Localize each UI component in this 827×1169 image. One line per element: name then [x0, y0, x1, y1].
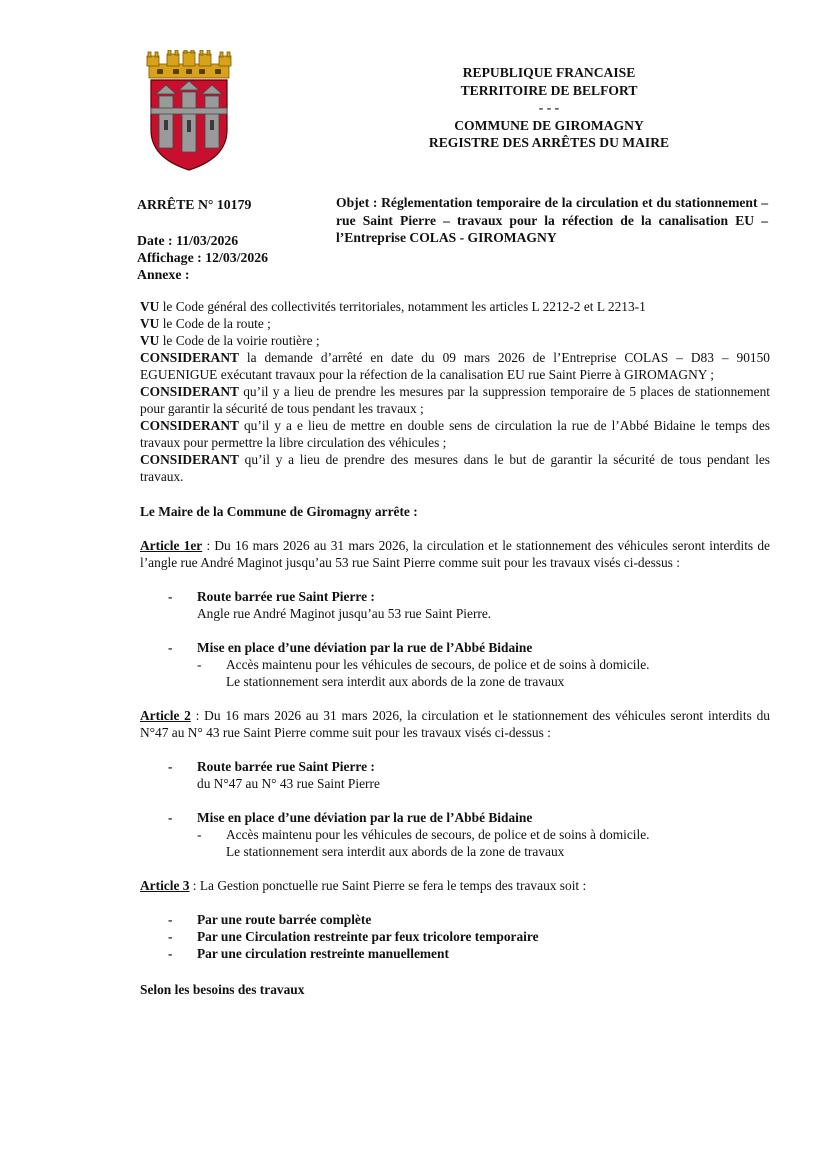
- vu-line: VU le Code de la voirie routière ;: [140, 333, 320, 348]
- arrete-date: Date : 11/03/2026: [137, 233, 239, 248]
- arrete-affichage: Affichage : 12/03/2026: [137, 250, 269, 265]
- list-item: - Par une circulation restreinte manuellement: [140, 945, 770, 962]
- considerant-line: CONSIDERANT qu’il y a lieu de prendre des mesures dans le but de garantir la sécurité de tous pendant les travaux.: [140, 452, 770, 484]
- article-2-list: [140, 758, 770, 860]
- list-item: - Accès maintenu pour les véhicules de secours, de police et de soins à domicile. Le stationnement sera interdit aux abords de la zone de travaux: [197, 826, 770, 860]
- arrete-annexe: Annexe :: [137, 267, 190, 282]
- document-body: [140, 298, 770, 998]
- arrete-objet: Objet : Réglementation temporaire de la circulation et du stationnement – rue Saint Pierre – travaux pour la réfection de la canalisation EU – l’Entreprise COLAS - GIROMAGNY: [336, 195, 768, 245]
- article-3-label: Article 3: [140, 878, 190, 893]
- arrete-metadata: [137, 196, 327, 283]
- article-2-label: Article 2: [140, 708, 191, 723]
- vu-line: VU le Code général des collectivités territoriales, notamment les articles L 2212-2 et L 2213-1: [140, 299, 646, 314]
- header-territoire: TERRITOIRE DE BELFORT: [460, 82, 638, 98]
- considerant-line: CONSIDERANT qu’il y a e lieu de mettre en double sens de circulation la rue de l’Abbé Bidaine le temps des travaux pour permettre la libre circulation des véhicules ;: [140, 418, 770, 450]
- list-item: - Accès maintenu pour les véhicules de secours, de police et de soins à domicile. Le stationnement sera interdit aux abords de la zone de travaux: [197, 656, 770, 690]
- article-3: Article 3 : La Gestion ponctuelle rue Saint Pierre se fera le temps des travaux soit :: [140, 878, 587, 893]
- arrete-number: ARRÊTE N° 10179: [137, 197, 252, 212]
- selon-besoins: Selon les besoins des travaux: [140, 982, 305, 997]
- article-1-list: [140, 588, 770, 690]
- vu-line: VU le Code de la route ;: [140, 316, 271, 331]
- header-registre: REGISTRE DES ARRÊTES DU MAIRE: [428, 135, 670, 150]
- list-item: - Par une route barrée complète: [140, 911, 770, 928]
- article-1: Article 1er : Du 16 mars 2026 au 31 mars 2026, la circulation et le stationnement des véhicules seront interdits de l’angle rue André Maginot jusqu’au 53 rue Saint Pierre comme suit pour les travaux visés ci-dessus :: [140, 538, 770, 570]
- article-3-list: [140, 911, 770, 962]
- document-header: [390, 64, 708, 152]
- header-commune: COMMUNE DE GIROMAGNY: [454, 117, 644, 133]
- list-item: - Route barrée rue Saint Pierre : Angle rue André Maginot jusqu’au 53 rue Saint Pierre.: [140, 588, 770, 622]
- list-item: - Par une Circulation restreinte par feux tricolore temporaire: [140, 928, 770, 945]
- list-item: - Route barrée rue Saint Pierre : du N°47 au N° 43 rue Saint Pierre: [140, 758, 770, 792]
- list-item: - Mise en place d’une déviation par la rue de l’Abbé Bidaine - Accès maintenu pour les véhicules de secours, de police et de soins à domicile. Le stationnement sera interdit aux abords de la zone de travaux: [140, 639, 770, 690]
- article-2: Article 2 : Du 16 mars 2026 au 31 mars 2026, la circulation et le stationnement des véhicules seront interdits du N°47 au N° 43 rue Saint Pierre comme suit pour les travaux visés ci-dessus :: [140, 708, 770, 740]
- header-separator: - - -: [538, 100, 560, 115]
- coat-of-arms-icon: [143, 50, 235, 172]
- maire-arrete-heading: Le Maire de la Commune de Giromagny arrête :: [140, 504, 418, 519]
- list-item: - Mise en place d’une déviation par la rue de l’Abbé Bidaine - Accès maintenu pour les véhicules de secours, de police et de soins à domicile. Le stationnement sera interdit aux abords de la zone de travaux: [140, 809, 770, 860]
- article-1-label: Article 1er: [140, 538, 203, 553]
- header-republique: REPUBLIQUE FRANCAISE: [462, 65, 636, 80]
- considerant-line: CONSIDERANT la demande d’arrêté en date du 09 mars 2026 de l’Entreprise COLAS – D83 – 90150 EGUENIGUE exécutant travaux pour la réfection de la canalisation EU rue Saint Pierre à GIROMAGNY ;: [140, 350, 770, 382]
- considerant-line: CONSIDERANT qu’il y a lieu de prendre les mesures par la suppression temporaire de 5 places de stationnement pour garantir la sécurité de tous pendant les travaux ;: [140, 384, 770, 416]
